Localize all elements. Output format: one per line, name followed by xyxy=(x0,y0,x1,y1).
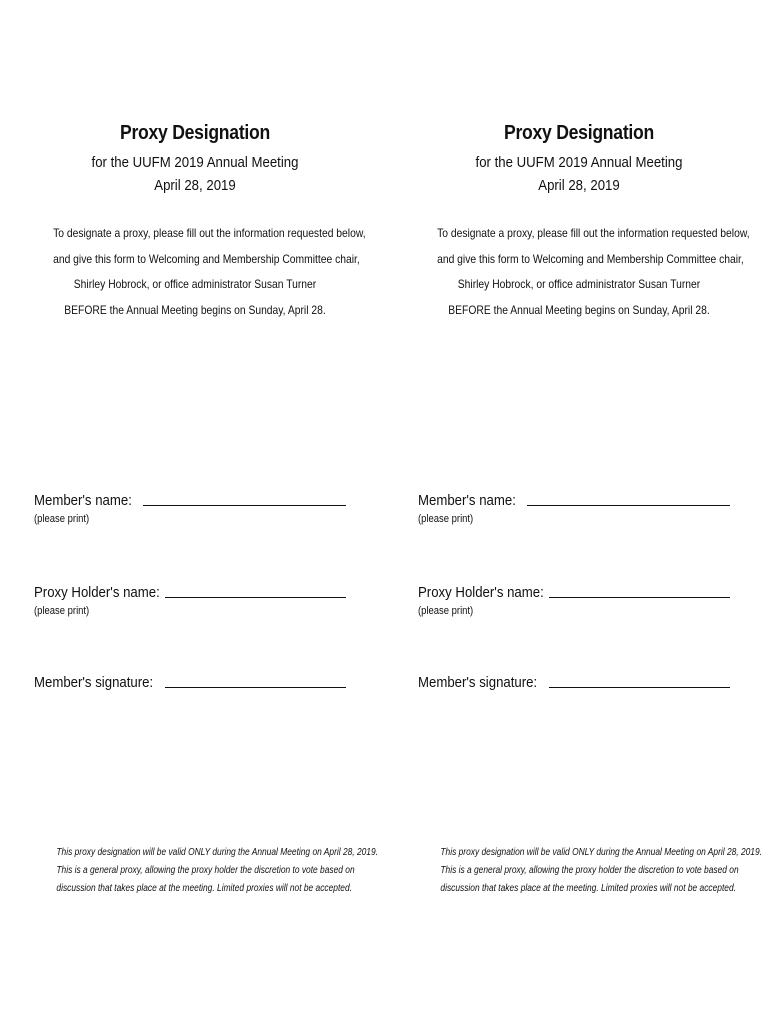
member-signature-field xyxy=(34,674,346,691)
disclaimer-line: discussion that takes place at the meeting. Limited proxies will not be accepted. xyxy=(56,883,352,894)
proxy-holder-name-label: Proxy Holder's name: xyxy=(34,584,160,601)
disclaimer-line: This is a general proxy, allowing the proxy holder the discretion to vote based on xyxy=(56,865,355,876)
member-name-line[interactable] xyxy=(143,505,346,506)
member-name-field xyxy=(418,492,730,527)
form-title: Proxy Designation xyxy=(119,122,271,144)
instructions xyxy=(53,221,366,323)
disclaimer xyxy=(440,844,762,898)
proxy-form-left xyxy=(30,0,378,1024)
member-name-hint: (please print) xyxy=(34,513,90,525)
member-name-hint: (please print) xyxy=(418,513,474,525)
instructions xyxy=(437,221,750,323)
instruction-line: BEFORE the Annual Meeting begins on Sunday, April 28. xyxy=(64,302,326,317)
instruction-line: To designate a proxy, please fill out the information requested below, xyxy=(53,226,366,240)
member-name-label: Member's name: xyxy=(34,492,132,509)
member-name-line[interactable] xyxy=(527,505,730,506)
form-subtitle xyxy=(434,151,724,197)
meeting-name: for the UUFM 2019 Annual Meeting xyxy=(475,154,683,171)
proxy-holder-name-hint: (please print) xyxy=(418,605,474,617)
disclaimer-line: This proxy designation will be valid ONLY during the Annual Meeting on April 28, 2019. xyxy=(440,847,762,858)
instruction-line: Shirley Hobrock, or office administrator Susan Turner xyxy=(457,277,701,291)
disclaimer-line: discussion that takes place at the meeting. Limited proxies will not be accepted. xyxy=(440,883,736,894)
member-signature-line[interactable] xyxy=(165,687,346,688)
form-title: Proxy Designation xyxy=(503,122,655,144)
instruction-line: BEFORE the Annual Meeting begins on Sunday, April 28. xyxy=(448,302,710,317)
proxy-holder-name-field xyxy=(34,584,346,619)
proxy-holder-name-label: Proxy Holder's name: xyxy=(418,584,544,601)
proxy-holder-name-line[interactable] xyxy=(165,597,346,598)
meeting-date: April 28, 2019 xyxy=(154,177,236,194)
member-signature-label: Member's signature: xyxy=(34,674,154,691)
meeting-date: April 28, 2019 xyxy=(538,177,620,194)
member-name-field xyxy=(34,492,346,527)
form-subtitle xyxy=(50,151,340,197)
proxy-holder-name-line[interactable] xyxy=(549,597,730,598)
instruction-line: To designate a proxy, please fill out the information requested below, xyxy=(437,226,750,240)
disclaimer xyxy=(56,844,378,898)
proxy-holder-name-field xyxy=(418,584,730,619)
proxy-holder-name-hint: (please print) xyxy=(34,605,90,617)
meeting-name: for the UUFM 2019 Annual Meeting xyxy=(91,154,299,171)
member-signature-line[interactable] xyxy=(549,687,730,688)
instruction-line: and give this form to Welcoming and Membership Committee chair, xyxy=(437,251,744,266)
member-signature-label: Member's signature: xyxy=(418,674,538,691)
proxy-form-right xyxy=(414,0,762,1024)
member-signature-field xyxy=(418,674,730,691)
member-name-label: Member's name: xyxy=(418,492,516,509)
disclaimer-line: This proxy designation will be valid ONLY during the Annual Meeting on April 28, 2019. xyxy=(56,847,378,858)
instruction-line: and give this form to Welcoming and Membership Committee chair, xyxy=(53,251,360,266)
instruction-line: Shirley Hobrock, or office administrator Susan Turner xyxy=(73,277,317,291)
disclaimer-line: This is a general proxy, allowing the proxy holder the discretion to vote based on xyxy=(440,865,739,876)
